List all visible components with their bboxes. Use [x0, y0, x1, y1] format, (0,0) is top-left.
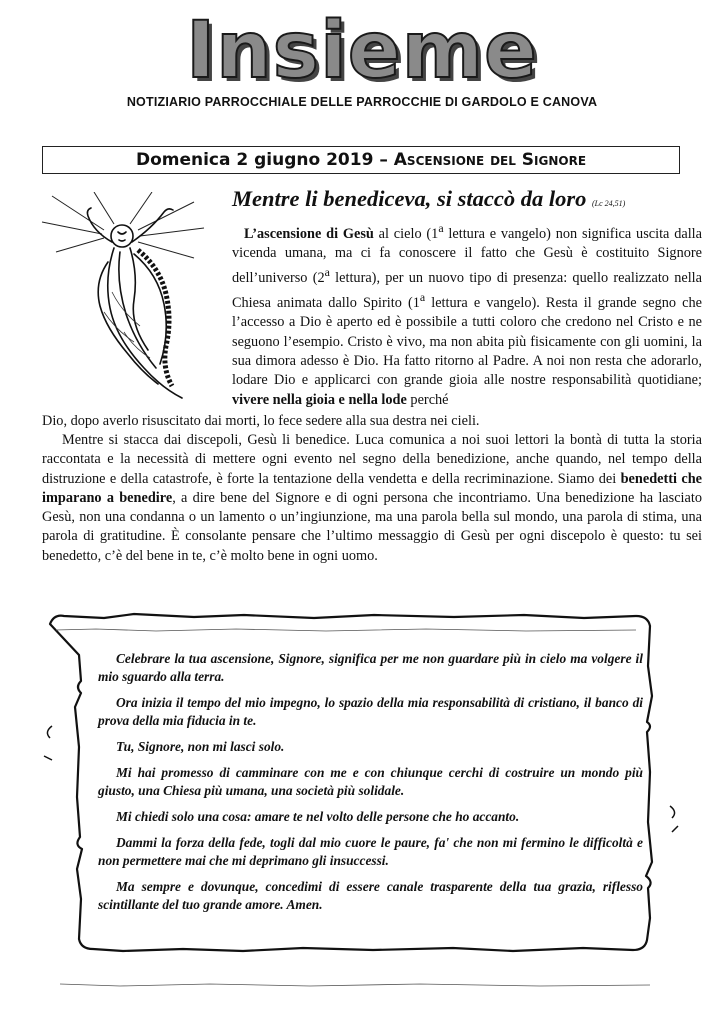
newsletter-logo: Insieme	[186, 6, 538, 96]
prayer-line-3: Tu, Signore, non mi lasci solo.	[116, 739, 285, 754]
ascension-illustration	[34, 192, 214, 408]
headline-reference: (Lc 24,51)	[591, 199, 626, 208]
p2-text-2: , a dire bene del Signore e di ogni persona che incontriamo. Una benedizione ha lasciato Gesù, non una condanna o un lamento o un’ingiunzione, ma una parola bella sul mondo, una parola di stima, una parola di gratitudine. È consolante pensare che l’ultimo messaggio di Gesù per ogni discepolo è questo: tu sei benedetto, c’è del bene in te, c’è molto bene in ogni uomo.	[42, 489, 702, 564]
p1-lead: L’ascensione di Gesù	[244, 225, 374, 242]
article-paragraph-2	[42, 431, 702, 566]
banner-date: Domenica 2 giugno 2019	[135, 150, 374, 170]
prayer-line-5: Mi chiedi solo una cosa: amare te nel volto delle persone che ho accanto.	[116, 809, 520, 824]
p1-text-3: lettura), per un nuovo tipo di presenza: quello realizzato nella Chiesa animata dallo Spirito (1	[232, 270, 702, 312]
newsletter-subtitle: NOTIZIARIO PARROCCHIALE DELLE PARROCCHIE DI GARDOLO E CANOVA	[126, 95, 598, 109]
article-paragraph-1-tail: Dio, dopo averlo risuscitato dai morti, lo fece sedere alla sua destra nei cieli.	[42, 413, 480, 429]
p1-bold: vivere nella gioia e nella lode	[232, 391, 407, 408]
date-banner	[42, 146, 680, 174]
article-headline	[232, 186, 702, 212]
p2-text-1: Mentre si stacca dai discepoli, Gesù li benedice. Luca comunica a noi suoi lettori la bontà di tutta la storia raccontata e la necessità di mettere ogni evento nel segno della benedizione, anche quando, nel tempo della distruzione e della catastrofe, è forte la tentazione della vendetta e della recriminazione. Siamo dei	[42, 432, 702, 487]
headline-text: Mentre li benediceva, si staccò da loro	[232, 186, 587, 211]
prayer-line-7: Ma sempre e dovunque, concedimi di essere canale trasparente della tua grazia, riflesso scintillante del tuo grande amore. Amen.	[98, 879, 643, 912]
p2-bold: benedetti che imparano a benedire	[42, 470, 703, 506]
prayer-text	[98, 650, 643, 922]
prayer-line-6: Dammi la forza della fede, togli dal mio cuore le paure, fa' che non mi fermino le difficoltà e non permettere mai che mi deprimano gli insuccessi.	[98, 835, 643, 868]
p1-text-4: lettura e vangelo). Resta il grande segno che l’accesso a Dio è aperto ed è possibile a tutti coloro che credono nel Cristo e ne seguono l’esempio. Cristo è vivo, ma non abita più fisicamente con gli uomini, la sua dimora adesso è Dio. Ha fatto ritorno al Padre. A noi non resta che adorarlo, lodare Dio e applicarci con grande gioia alle nostre responsabilità quotidiane;	[232, 295, 702, 389]
p1-sup-1: a	[438, 221, 444, 235]
prayer-line-2: Ora inizia il tempo del mio impegno, lo spazio della mia responsabilità di cristiano, il banco di prova della mia fiducia in te.	[98, 695, 643, 728]
p1-sup-2: a	[324, 265, 330, 280]
banner-feast: Ascensione del Signore	[393, 150, 587, 170]
article-paragraph-1	[232, 219, 702, 410]
p1-text-5: perché	[406, 391, 449, 408]
masthead	[0, 6, 724, 96]
prayer-line-4: Mi hai promesso di camminare con me e con chiunque cerchi di costruire un mondo più giusto, una Chiesa più umana, una società più solidale.	[98, 765, 643, 798]
p1-sup-3: a	[419, 290, 426, 305]
prayer-line-1: Celebrare la tua ascensione, Signore, significa per me non guardare più in cielo ma volgere il mio sguardo alla terra.	[98, 651, 643, 684]
banner-separator: –	[373, 150, 394, 170]
p1-text-2: lettura e vangelo) non significa uscita dalla vicenda umana, ma ci fa conoscere il fatto che Gesù è costituito Signore dell’universo (2	[232, 225, 702, 287]
p1-text-1: al cielo (1	[373, 225, 439, 242]
